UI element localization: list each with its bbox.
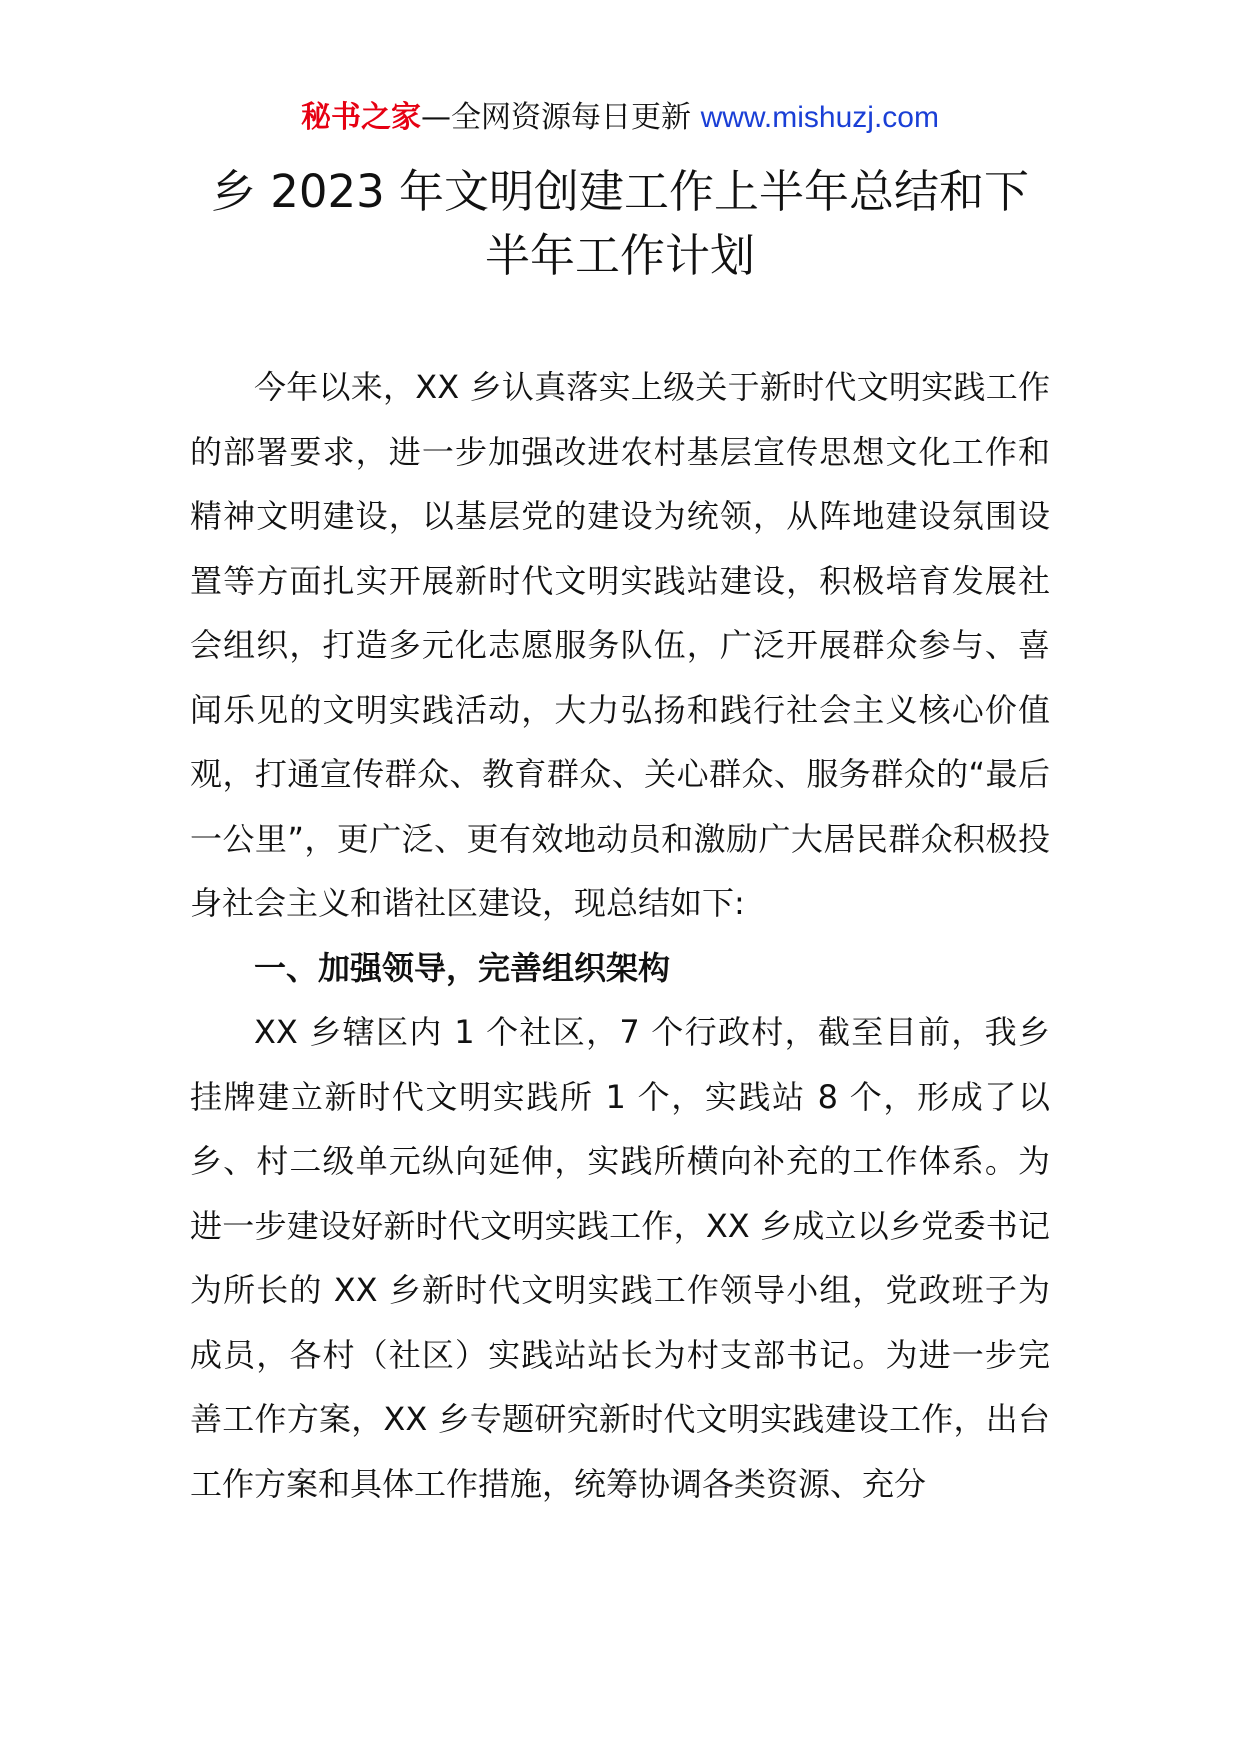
document-title: 乡 2023 年文明创建工作上半年总结和下半年工作计划	[210, 165, 1030, 282]
document-body	[190, 355, 1050, 1516]
site-url-link[interactable]: www.mishuzj.com	[700, 101, 939, 134]
site-header	[0, 98, 1240, 138]
brand-name: 秘书之家	[301, 100, 422, 135]
section-heading: 一、加强领导，完善组织架构	[254, 948, 671, 987]
section-paragraph: XX 乡辖区内 1 个社区，7 个行政村，截至目前，我乡挂牌建立新时代文明实践所 1 个，实践站 8 个，形成了以乡、村二级单元纵向延伸，实践所横向补充的工作体系。为进一步建设好新时代文明实践工作，XX 乡成立以乡党委书记为所长的 XX 乡新时代文明实践工作领导小组，党政班子为成员，各村（社区）实践站站长为村支部书记。为进一步完善工作方案，XX 乡专题研究新时代文明实践建设工作，出台工作方案和具体工作措施，统筹协调各类资源、充分	[190, 1013, 1050, 1503]
header-tagline: —全网资源每日更新	[421, 100, 701, 135]
intro-paragraph: 今年以来，XX 乡认真落实上级关于新时代文明实践工作的部署要求，进一步加强改进农村基层宣传思想文化工作和精神文明建设，以基层党的建设为统领，从阵地建设氛围设置等方面扎实开展新时代文明实践站建设，积极培育发展社会组织，打造多元化志愿服务队伍，广泛开展群众参与、喜闻乐见的文明实践活动，大力弘扬和践行社会主义核心价值观，打通宣传群众、教育群众、关心群众、服务群众的“最后一公里”，更广泛、更有效地动员和激励广大居民群众积极投身社会主义和谐社区建设，现总结如下:	[190, 368, 1050, 922]
